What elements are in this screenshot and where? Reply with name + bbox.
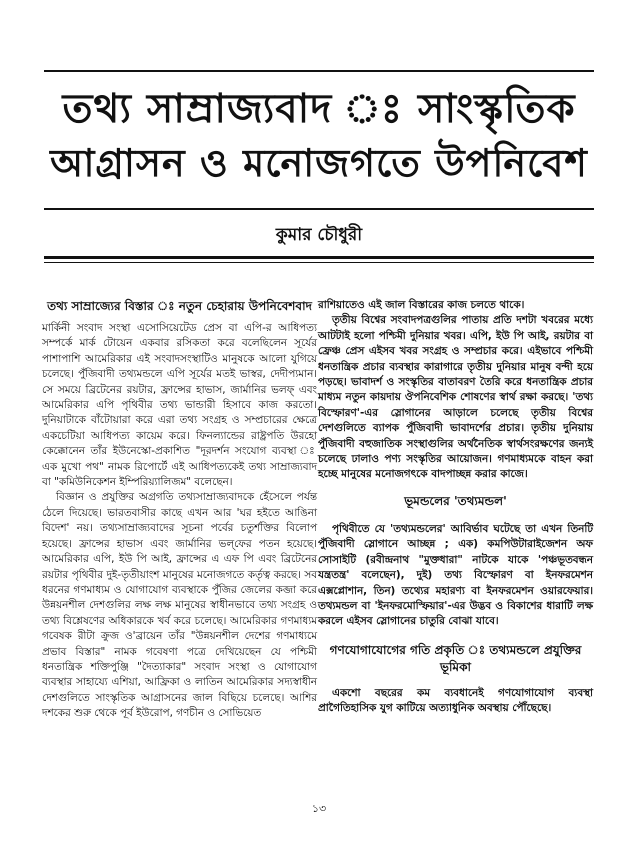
article-title — [44, 82, 594, 190]
author-rule-thick — [44, 256, 594, 259]
section-heading-infosphere: ভূমন্ডলের 'তথ্যমন্ডল' — [404, 493, 507, 508]
left-column — [42, 298, 317, 722]
right-column — [318, 298, 593, 717]
page-number: ১৩ — [311, 802, 327, 815]
author-rule-thin — [44, 262, 594, 263]
paragraph: পৃথিবীতে যে 'তথ্যমন্ডলের' আবির্ভাব ঘটেছে তা এখন তিনটি পুঁজিবাদী স্লোগানে আচ্ছন্ন ; এক) কমপিউটারাইজেশন অফ সোসাইটি (রবীন্দ্রনাথ "মুক্তধারা" নাটকে যাকে 'পঞ্চভূতবন্ধন যন্ত্রতন্ত্র' বলেছেন), দুই) তথ্য বিস্ফোরণ বা ইনফরমেশন এক্সপ্লোশান, তিন) তথ্যের মহারণ্য বা ইনফরমেশন ওয়ারফেয়ার। তথ্যমন্ডল বা 'ইনফরমোস্ফিয়ার'-এর উদ্ভব ও বিকাশের ধারাটি লক্ষ করলে এইসব স্লোগানের চাতুরি বোঝা যাবে। — [318, 522, 593, 628]
title-line-1: তথ্য সাম্রাজ্যবাদ ঃ সাংস্কৃতিক — [62, 86, 576, 132]
author-name: কুমার চৌধুরী — [275, 225, 363, 245]
paragraph: রাশিয়াতেও এই জাল বিস্তারের কাজ চলতে থাকে। — [318, 299, 525, 311]
section-heading-mass-communication: গণযোগাযোগের গতি প্রকৃতি ঃ তথ্যমন্ডলে প্রযুক্তির ভূমিকা — [329, 642, 582, 674]
title-rule — [44, 208, 594, 210]
paragraph: একশো বছরের কম ব্যবধানেই গণযোগাযোগ ব্যবস্থা প্রাগৈতিহাসিক যুগ কাটিয়ে অত্যাধুনিক অবস্থায় পৌঁছেছে। — [318, 686, 593, 715]
paragraph: বিজ্ঞান ও প্রযুক্তির অগ্রগতি তথ্যসাম্রাজ্যবাদকে হেঁসেলে পর্যন্ত ঠেলে দিয়েছে। ভারতবাসীর কাছে এখন আর 'ঘর হইতে আঙিনা বিদেশ' নয়। তথ্যসাম্রাজ্যবাদের সূচনা পর্বের চতুর্শক্তির বিলোপ হয়েছে। ফ্রান্সের হাভাস এবং জার্মানির ভল্‌ফের পতন হয়েছে। আমেরিকার এপি, ইউ পি আই, ফ্রান্সের এ এফ পি এবং ব্রিটেনের রয়টার পৃথিবীর দুই-তৃতীয়াংশ মানুষের মনোজগতে কর্তৃত্ব করছে। সব ধরনের গণমাধ্যম ও যোগাযোগ ব্যবস্থাকে পুঁজির জেলের কব্জা করে উন্নয়নশীল দেশগুলির লক্ষ লক্ষ মানুষের স্বাধীনভাবে তথ্য সংগ্রহ ও তথ্য বিশ্লেষণের অধিকারকে খর্ব করে চলেছে। আমেরিকার গণমাধ্যম গবেষক রীটা ক্রুজ ও'ব্রায়েন তাঁর "উন্নয়নশীল দেশের গণমাধ্যমে প্রভাব বিস্তার" নামক গবেষণা পত্রে দেখিয়েছেন যে পশ্চিমী ধনতান্ত্রিক শক্তিপুঞ্জি "দৈত্যাকার" সংবাদ সংস্থা ও যোগাযোগ ব্যবস্থার সাহায্যে এশিয়া, আফ্রিকা ও লাতিন আমেরিকার সদ্যস্বাধীন দেশগুলিতে সাংস্কৃতিক আগ্রাসনের জাল বিছিয়ে চলেছে। আশির দশকের শুরু থেকে পূর্ব ইউরোপ, গণচীন ও সোভিয়েত — [42, 491, 317, 720]
top-rule — [44, 70, 594, 72]
title-line-2: আগ্রাসন ও মনোজগতে উপনিবেশ — [50, 141, 588, 185]
paragraph: মার্কিনী সংবাদ সংস্থা এসোসিয়েটেড প্রেস বা এপি-র আধিপত্য সম্পর্কে মার্ক টোয়েন একবার রসিকতা করে বলেছিলেন সূর্যের পাশাপাশি আমেরিকার এই সংবাদসংস্থাটিও মানুষকে আলো যুগিয়ে চলেছে। পুঁজিবাদী তথ্যমন্ডলে এপি সূর্যের মতই ভাস্বর, দেদীপ্যমান। সে সময়ে ব্রিটেনের রয়টার, ফ্রান্সের হাভাস, জার্মানির ভলফ্‌ এবং আমেরিকার এপি পৃথিবীর তথ্য ভান্ডারী হিসাবে কাজ করতো। দুনিয়াটাকে বাঁটোয়ারা করে এরা তথ্য সংগ্রহ ও সম্প্রচারের ক্ষেত্রে একচেটিয়া আধিপত্য কায়েম করে। ফিনল্যান্ডের রাষ্ট্রপতি উরহো কেক্কোনেন তাঁর ইউনেস্কো-প্রকাশিত "দূরদর্শন সংযোগ ব্যবস্থা ঃ এক মুখো পথ" নামক রিপোর্টে এই আধিপত্যকেই তথ্য সাম্রাজ্যবাদ বা "কমিউনিকেশন ইম্পিরিয়্যালিজম" বলেছেন। — [42, 322, 317, 489]
paragraph: তৃতীয় বিশ্বের সংবাদপত্রগুলির পাতায় প্রতি দশটা খবরের মধ্যে আটটাই হলো পশ্চিমী দুনিয়ার খবর। এপি, ইউ পি আই, রয়টার বা ফ্রেঞ্চ প্রেস এইসব খবর সংগ্রহ ও সম্প্রচার করে। এইভাবে পশ্চিমী ধনতান্ত্রিক প্রচার ব্যবস্থার কারাগারে তৃতীয় দুনিয়ার মানুষ বন্দী হয়ে পড়ছে। ভাবাদর্শ ও সংস্কৃতির বাতাবরণ তৈরি করে ধনতান্ত্রিক প্রচার মাধ্যম নতুন কায়দায় ঔপনিবেশিক শোষণের স্বার্থ রক্ষা করছে। 'তথ্য বিস্ফোরণ'-এর স্লোগানের আড়ালে চলেছে তৃতীয় বিশ্বের দেশগুলিতে ব্যাপক পুঁজিবাদী ভাবাদর্শের প্রচার। তৃতীয় দুনিয়ায় পুঁজিবাদী বহুজাতিক সংস্থাগুলির অর্থনৈতিক স্বার্থসংরক্ষণের জন্যই চলেছে ঢালাও পণ্য সংস্কৃতির আয়োজন। গণমাধ্যমকে বাহন করা হচ্ছে মানুষের মনোজগৎকে বাদপাচ্ছন্ন করার কাজে। — [318, 314, 593, 481]
section-heading-information-empire: তথ্য সাম্রাজ্যের বিস্তার ঃ নতুন চেহারায় উপনিবেশবাদ — [47, 299, 312, 313]
